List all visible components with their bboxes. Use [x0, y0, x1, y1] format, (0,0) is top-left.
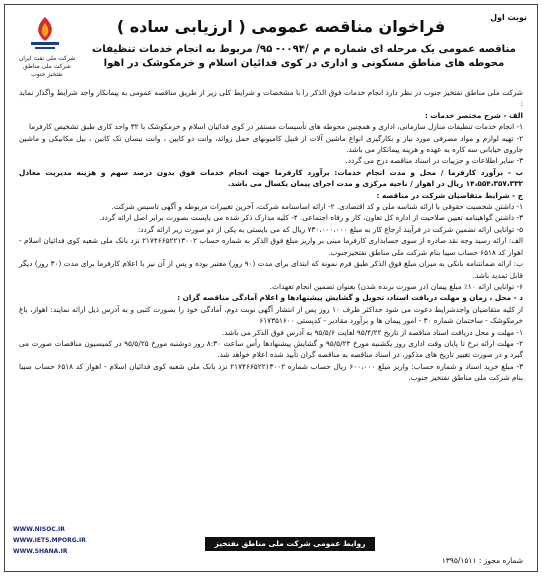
nioc-logo-icon	[17, 15, 73, 55]
section-b: ب - برآورد کارفرما / محل و مدت انجام خدمات: برآورد کارفرما جهت انجام خدمات فوق بدون درصد سهم و هزینه مدیریت معادل ۱۴،۵۵۴،۳۵۷،۳۳۲ ریال در اهواز / ناحیه مرکزی و مدت اجرای پیمان یکسال می باشد.	[19, 167, 523, 189]
notice-subtitle: مناقصه عمومی یک مرحله ای شماره م م /۰۰۹۴- ۹۵/ مربوط به انجام خدمات تنظیفات محوطه های مناطق مسکونی و اداری در کوی فدائیان اسلام و خرمکوشک در اهوا	[92, 44, 516, 69]
footer-urls	[13, 524, 86, 557]
section-d-item: از کلیه متقاضیان واجدشرایط دعوت می شود حداکثر ظرف ۱۰ روز پس از انتشار آگهی نوبت دوم، آمادگی خود را بصورت کتبی و به آدرس ذیل ارائه نمایند: اهواز، باغ خرمکوشک - ساختمان شماره ۳۰ - امور پیمان ها و برآورد مقادیر - کدپستی ۶۱۷۳۵۱۶۰۰	[19, 304, 523, 326]
section-c-item: الف: ارائه رسید وجه نقد صادره از سوی حسابداری کارفرما مبنی بر واریز مبلغ فوق الذکر به شماره حساب ۲۱۷۴۶۶۵۲۲۱۳۰۰۲ نزد بانک ملی شعبه کوی فدائیان اسلام - اهواز کد ۶۵۱۸ حساب سیبا بنام شرکت ملی مناطق نفتخیزجنوب.	[19, 236, 524, 257]
section-c-item: ۶- توانایی ارائه ۱۰٪ مبلغ پیمان (در صورت برنده شدن) بعنوان تضمین انجام تعهدات.	[269, 281, 523, 291]
notice-body	[19, 87, 523, 384]
section-a-item: ۲- تهیه لوازم و مواد مصرفی مورد نیاز و بکارگیری انواع ماشین آلات از قبیل کامیونهای حمل زوائد، وانت دو کابین ، وانت نیسان تک کابین ، بیل مکانیکی و ماشین جاروی خیابانی سه کاره به عهده و هزینه پیمانکار می باشد.	[19, 133, 523, 155]
section-c-item: ۵- توانایی ارائه تضمین شرکت در فرآیند ارجاع کار به مبلغ ۷۳۰،۰۰۰،۰۰۰ ریال که می بایستی به یکی از دو صورت زیر ارائه گردد:	[137, 224, 523, 234]
section-a-item: ۱- انجام خدمات تنظیفات منازل سازمانی، اداری و همچنین محوطه های تأسیسات مستقر در کوی فدائیان اسلام و خرمکوشک با ۳۲ واحد کاری طبق تشخیص کارفرما	[28, 122, 523, 132]
url-link[interactable]: WWW.NISOC.IR	[13, 526, 65, 533]
section-d-title: د - محل ، زمان و مهلت دریافت اسناد، تحویل و گشایش پیشنهادها و اعلام آمادگی مناقصه گران :	[177, 293, 523, 303]
section-c-item: ب: ارائه ضمانتنامه بانکی به میزان مبلغ فوق الذکر طبق فرم نمونه که ابتدای برای مدت (۹۰ روز) معتبر بوده و پس از آن نیز با اعلام کارفرما برای مدت (۳۰ روز) دیگر قابل تمدید باشد.	[19, 259, 523, 280]
permit-number: شماره مجوز : ۱۳۹۵/۱۵۱۱	[441, 556, 523, 565]
section-d-item: ۱- مهلت و محل دریافت اسناد مناقصه از تاریخ ۹۵/۴/۲۲ لغایت ۹۵/۵/۶ به آدرس فوق الذکر می باشد.	[221, 327, 523, 337]
tender-notice-page	[4, 4, 538, 572]
section-c-item: ۳- داشتن گواهینامه تعیین صلاحیت از اداره کل تعاون، کار و رفاه اجتماعی. ۴- کلیه مدارک ذکر شده می بایست بصورت برابر اصل ارائه گردد.	[99, 213, 523, 223]
section-c-title: ج - شرایط متقاضیان شرکت در مناقصه :	[376, 190, 523, 200]
notice-title: فراخوان مناقصه عمومی ( ارزیابی ساده )	[116, 17, 446, 36]
public-relations-banner: روابط عمومی شرکت ملی مناطق نفتخیز جنوب	[205, 537, 375, 551]
url-link[interactable]: WWW.IETS.MPORG.IR	[13, 537, 86, 544]
company-name-under-logo: شرکت ملی نفت ایران شرکت ملی مناطق نفتخیز جنوب	[18, 55, 76, 78]
url-link[interactable]: WWW.SHANA.IR	[13, 548, 68, 555]
section-d-item: ۲- مهلت ارائه نرخ تا پایان وقت اداری روز یکشنبه مورخ ۹۵/۵/۲۴ و گشایش پیشنهادها رأس ساعت ۸:۳۰ روز دوشنبه مورخ ۹۵/۵/۲۵ در کمیسیون مناقصات صورت می گیرد و در صورت تغییر تاریخ های مذکور، در اسناد مناقصه به مناقصه گران تأیید شده اعلام خواهد شد.	[19, 338, 523, 360]
section-a-title: الف - شرح مختصر خدمات :	[424, 110, 523, 120]
section-c-item: ۱- داشتن شخصیت حقوقی با ارائه شناسه ملی و کد اقتصادی. ۲- ارائه اساسنامه شرکت، آخرین تغییرات مربوطه و آگهی تاسیس شرکت.	[111, 202, 523, 212]
section-a-item: ۳- سایر اطلاعات و جزییات در اسناد مناقصه درج می گردد.	[345, 156, 523, 166]
section-d-item: ۳- مبلغ خرید اسناد و شماره حساب: واریز مبلغ ۶۰۰،۰۰۰ ریال حساب شماره ۲۱۷۴۶۶۵۲۲۱۳۰۰۲ نزد بانک ملی شعبه کوی فدائیان اسلام - اهواز کد ۶۵۱۸ حساب سیبا بنام شرکت ملی مناطق نفتخیز جنوب.	[19, 361, 524, 383]
notice-round-label: نوبت اول	[490, 13, 527, 22]
intro-paragraph: شرکت ملی مناطق نفتخیز جنوب در نظر دارد انجام خدمات فوق الذکر را با مشخصات و شرایط کلی زیر از طریق مناقصه عمومی به پیمانکار واجد شرایط واگذار نماید :	[19, 88, 523, 109]
